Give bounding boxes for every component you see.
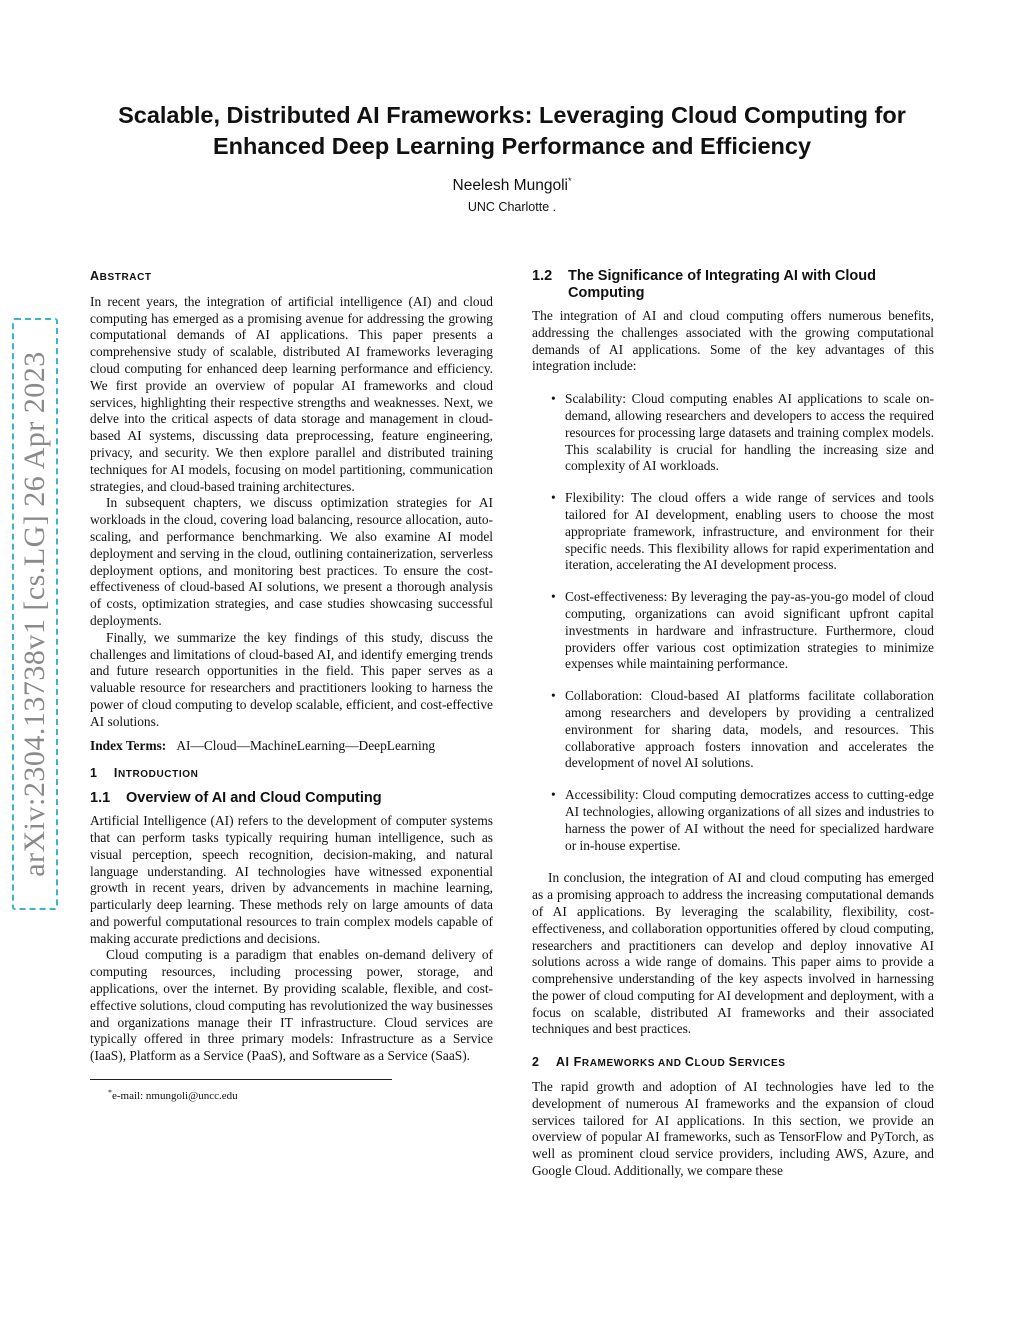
subsection-heading-overview: 1.1 Overview of AI and Cloud Computing	[90, 790, 382, 807]
abstract-paragraph: In subsequent chapters, we discuss optimization strategies for AI workloads in the cloud, covering load balancing, resource allocation, auto-scaling, and performance benchmarking. We also examine AI model deployment and serving in the cloud, outlining containerization, serverless deployment options, and monitoring best practices. To ensure the cost-effectiveness of cloud-based AI solutions, we present a thorough analysis of costs, optimization strategies, and case studies showcasing successful deployments.	[90, 495, 493, 628]
footnote-email: *e-mail: nmungoli@uncc.edu	[108, 1088, 238, 1103]
bullet-icon: •	[551, 688, 556, 704]
bullet-icon: •	[551, 787, 556, 803]
abstract-paragraph: In recent years, the integration of artificial intelligence (AI) and cloud computing has emerged as a promising avenue for addressing the growing computational demands of AI applications. This paper presents a comprehensive study of scalable, distributed AI frameworks leveraging cloud computing for enhanced deep learning performance and efficiency. We first provide an overview of popular AI frameworks and cloud services, highlighting their respective strengths and weaknesses. Next, we delve into the critical aspects of data storage and management in cloud-based AI systems, discussing data preprocessing, feature engineering, privacy, and security. We then explore parallel and distributed training techniques for AI models, focusing on model partitioning, communication strategies, and cloud-based training architectures.	[90, 293, 493, 494]
section-heading-frameworks: 2 AI FRAMEWORKS AND CLOUD SERVICES	[532, 1055, 786, 1070]
index-terms-label: Index Terms:	[90, 737, 167, 753]
abstract-paragraph: Finally, we summarize the key findings of this study, discuss the challenges and limitations of cloud-based AI, and identify emerging trends and future research opportunities in the field. This paper serves as a valuable resource for researchers and practitioners looking to harness the power of cloud computing to develop scalable, efficient, and cost-effective AI solutions.	[90, 629, 493, 729]
bullet-icon: •	[551, 589, 556, 605]
abstract-heading: ABSTRACT	[90, 269, 152, 283]
list-item: • Scalability: Cloud computing enables AI applications to scale on-demand, allowing researchers and developers to access the required resources for processing large datasets and training complex models. This scalability is crucial for handling the increasing size and complexity of AI workloads.	[551, 391, 934, 474]
author-line	[0, 176, 1024, 195]
advantages-list	[532, 391, 934, 854]
bullet-icon: •	[551, 490, 556, 506]
bullet-icon: •	[551, 391, 556, 407]
author-footnote-mark: *	[567, 176, 572, 186]
list-item: • Flexibility: The cloud offers a wide range of services and tools tailored for AI development, enabling users to choose the most appropriate framework, infrastructure, and environment for their specific needs. This flexibility allows for rapid experimentation and iteration, accelerating the AI development process.	[551, 490, 934, 573]
arxiv-stamp	[12, 318, 58, 910]
subsection-heading-significance: 1.2 The Significance of Integrating AI with Cloud Computing	[532, 268, 876, 301]
list-item: • Accessibility: Cloud computing democratizes access to cutting-edge AI technologies, allowing organizations of all sizes and industries to harness the power of AI without the need for specialized hardware or in-house expertise.	[551, 787, 934, 853]
section-heading-introduction: 1 INTRODUCTION	[90, 766, 199, 781]
paper-title: Scalable, Distributed AI Frameworks: Leveraging Cloud Computing for Enhanced Deep Learning Performance and Efficiency	[118, 102, 906, 159]
left-column	[90, 268, 493, 1103]
body-paragraph: Artificial Intelligence (AI) refers to the development of computer systems that can perform tasks typically requiring human intelligence, such as visual perception, speech recognition, decision-making, and natural language understanding. AI technologies have witnessed exponential growth in recent years, driven by advancements in machine learning, particularly deep learning. These methods rely on large amounts of data and powerful computational resources to train complex models capable of making accurate predictions and decisions.	[90, 813, 493, 946]
author-name: Neelesh Mungoli	[452, 177, 568, 194]
author-affiliation: UNC Charlotte .	[467, 200, 557, 214]
body-paragraph: The integration of AI and cloud computing offers numerous benefits, addressing the challenges associated with the growing computational demands of AI applications. Some of the key advantages of this integration include:	[532, 308, 934, 374]
body-paragraph: Cloud computing is a paradigm that enables on-demand delivery of computing resources, including processing power, storage, and applications, over the internet. By providing scalable, flexible, and cost-effective solutions, cloud computing has revolutionized the way businesses and organizations manage their IT infrastructure. Cloud services are typically offered in three primary models: Infrastructure as a Service (IaaS), Platform as a Service (PaaS), and Software as a Service (SaaS).	[90, 947, 493, 1064]
body-paragraph: The rapid growth and adoption of AI technologies have led to the development of numerous AI frameworks and the expansion of cloud services tailored for AI applications. In this section, we provide an overview of popular AI frameworks, such as TensorFlow and PyTorch, as well as prominent cloud service providers, including AWS, Azure, and Google Cloud. Additionally, we compare these	[532, 1079, 934, 1179]
list-item: • Cost-effectiveness: By leveraging the pay-as-you-go model of cloud computing, organizations can avoid significant upfront capital investments in hardware and infrastructure. Furthermore, cloud providers offer various cost optimization strategies to minimize expenses while maintaining performance.	[551, 589, 934, 672]
body-paragraph: In conclusion, the integration of AI and cloud computing has emerged as a promising approach to address the increasing computational demands of AI applications. By leveraging the scalability, flexibility, cost-effectiveness, and collaboration opportunities offered by cloud computing, researchers and practitioners can develop and deploy innovative AI solutions across a wide range of domains. This paper aims to provide a comprehensive understanding of the key aspects involved in harnessing the power of cloud computing for AI development and deployment, with a focus on scalable, distributed AI frameworks and their associated techniques and best practices.	[532, 870, 934, 1037]
right-column	[532, 268, 934, 1180]
list-item: • Collaboration: Cloud-based AI platforms facilitate collaboration among researchers and developers by providing a centralized environment for sharing data, models, and resources. This collaborative approach fosters innovation and accelerates the development of novel AI solutions.	[551, 688, 934, 771]
arxiv-identifier: arXiv:2304.13738v1 [cs.LG] 26 Apr 2023	[18, 351, 51, 877]
index-terms-value: AI—Cloud—MachineLearning—DeepLearning	[176, 737, 436, 753]
index-terms	[90, 738, 493, 755]
